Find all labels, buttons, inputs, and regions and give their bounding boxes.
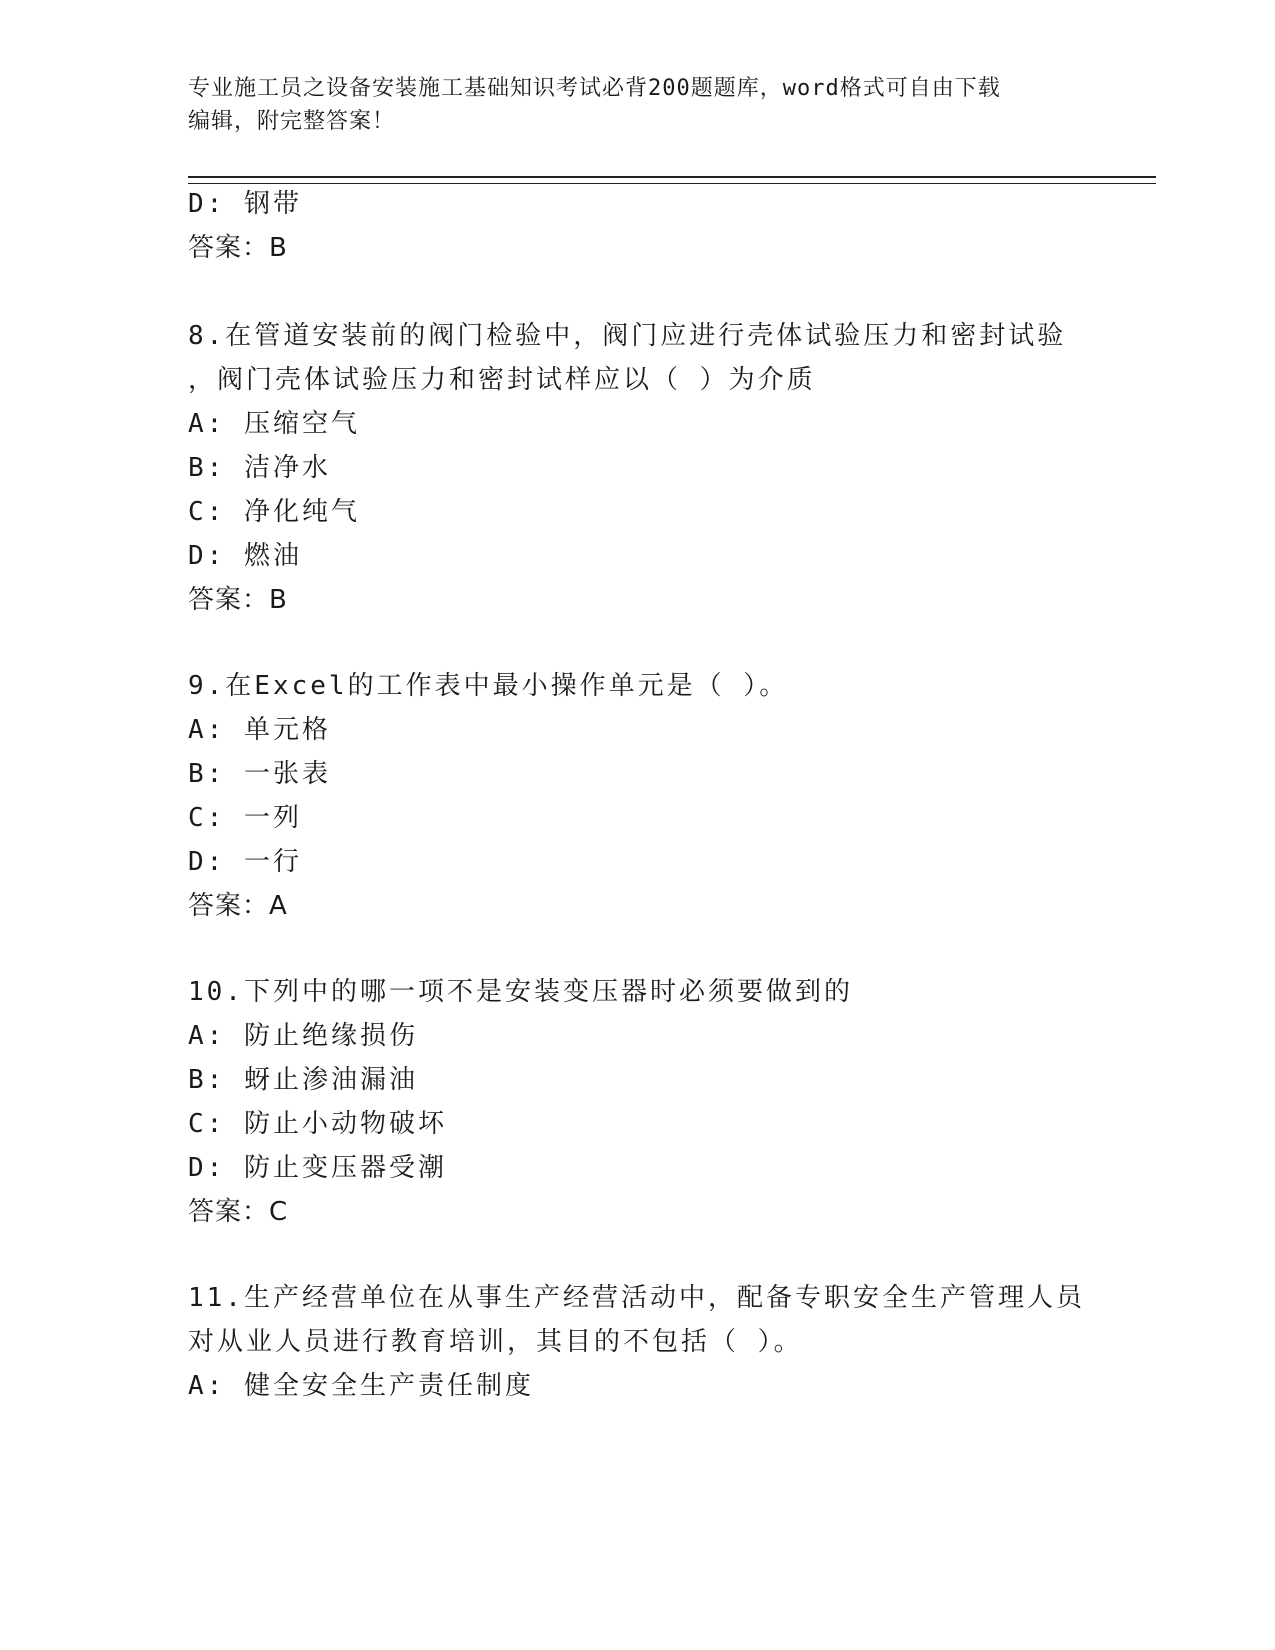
document-header xyxy=(188,72,1068,138)
q9-answer: 答案：A xyxy=(188,891,288,921)
q9-stem: 9.在Excel的工作表中最小操作单元是（ ）。 xyxy=(188,671,789,701)
q11-option-a: A: 健全安全生产责任制度 xyxy=(188,1371,534,1401)
prev-answer: 答案：B xyxy=(188,233,288,263)
header-title-line-1: 专业施工员之设备安装施工基础知识考试必背200题题库，word格式可自由下载 xyxy=(188,76,1001,101)
q11-stem-line-1: 11.生产经营单位在从事生产经营活动中，配备专职安全生产管理人员 xyxy=(188,1283,1085,1313)
header-title-line-2: 编辑，附完整答案！ xyxy=(188,109,396,134)
q9-option-d: D: 一行 xyxy=(188,847,302,877)
header-divider xyxy=(188,176,1156,178)
q8-option-c: C: 净化纯气 xyxy=(188,497,360,527)
q9-option-c: C: 一列 xyxy=(188,803,302,833)
q8-stem-line-1: 8.在管道安装前的阀门检验中，阀门应进行壳体试验压力和密封试验 xyxy=(188,321,1067,351)
q10-option-b: B: 蚜止渗油漏油 xyxy=(188,1065,418,1095)
prev-option-d: D: 钢带 xyxy=(188,189,302,219)
q10-option-a: A: 防止绝缘损伤 xyxy=(188,1021,418,1051)
q8-stem-line-2: ，阀门壳体试验压力和密封试样应以（ ）为介质 xyxy=(188,365,816,395)
q11-stem-line-2: 对从业人员进行教育培训，其目的不包括（ ）。 xyxy=(188,1327,803,1357)
q10-stem: 10.下列中的哪一项不是安装变压器时必须要做到的 xyxy=(188,977,853,1007)
q8-option-d: D: 燃油 xyxy=(188,541,302,571)
q9-option-b: B: 一张表 xyxy=(188,759,331,789)
q8-option-b: B: 洁净水 xyxy=(188,453,331,483)
q9-option-a: A: 单元格 xyxy=(188,715,331,745)
header-divider-thin xyxy=(188,183,1156,184)
q10-answer: 答案：C xyxy=(188,1197,289,1227)
q10-option-c: C: 防止小动物破坏 xyxy=(188,1109,447,1139)
q8-answer: 答案：B xyxy=(188,585,288,615)
q8-option-a: A: 压缩空气 xyxy=(188,409,360,439)
q10-option-d: D: 防止变压器受潮 xyxy=(188,1153,447,1183)
